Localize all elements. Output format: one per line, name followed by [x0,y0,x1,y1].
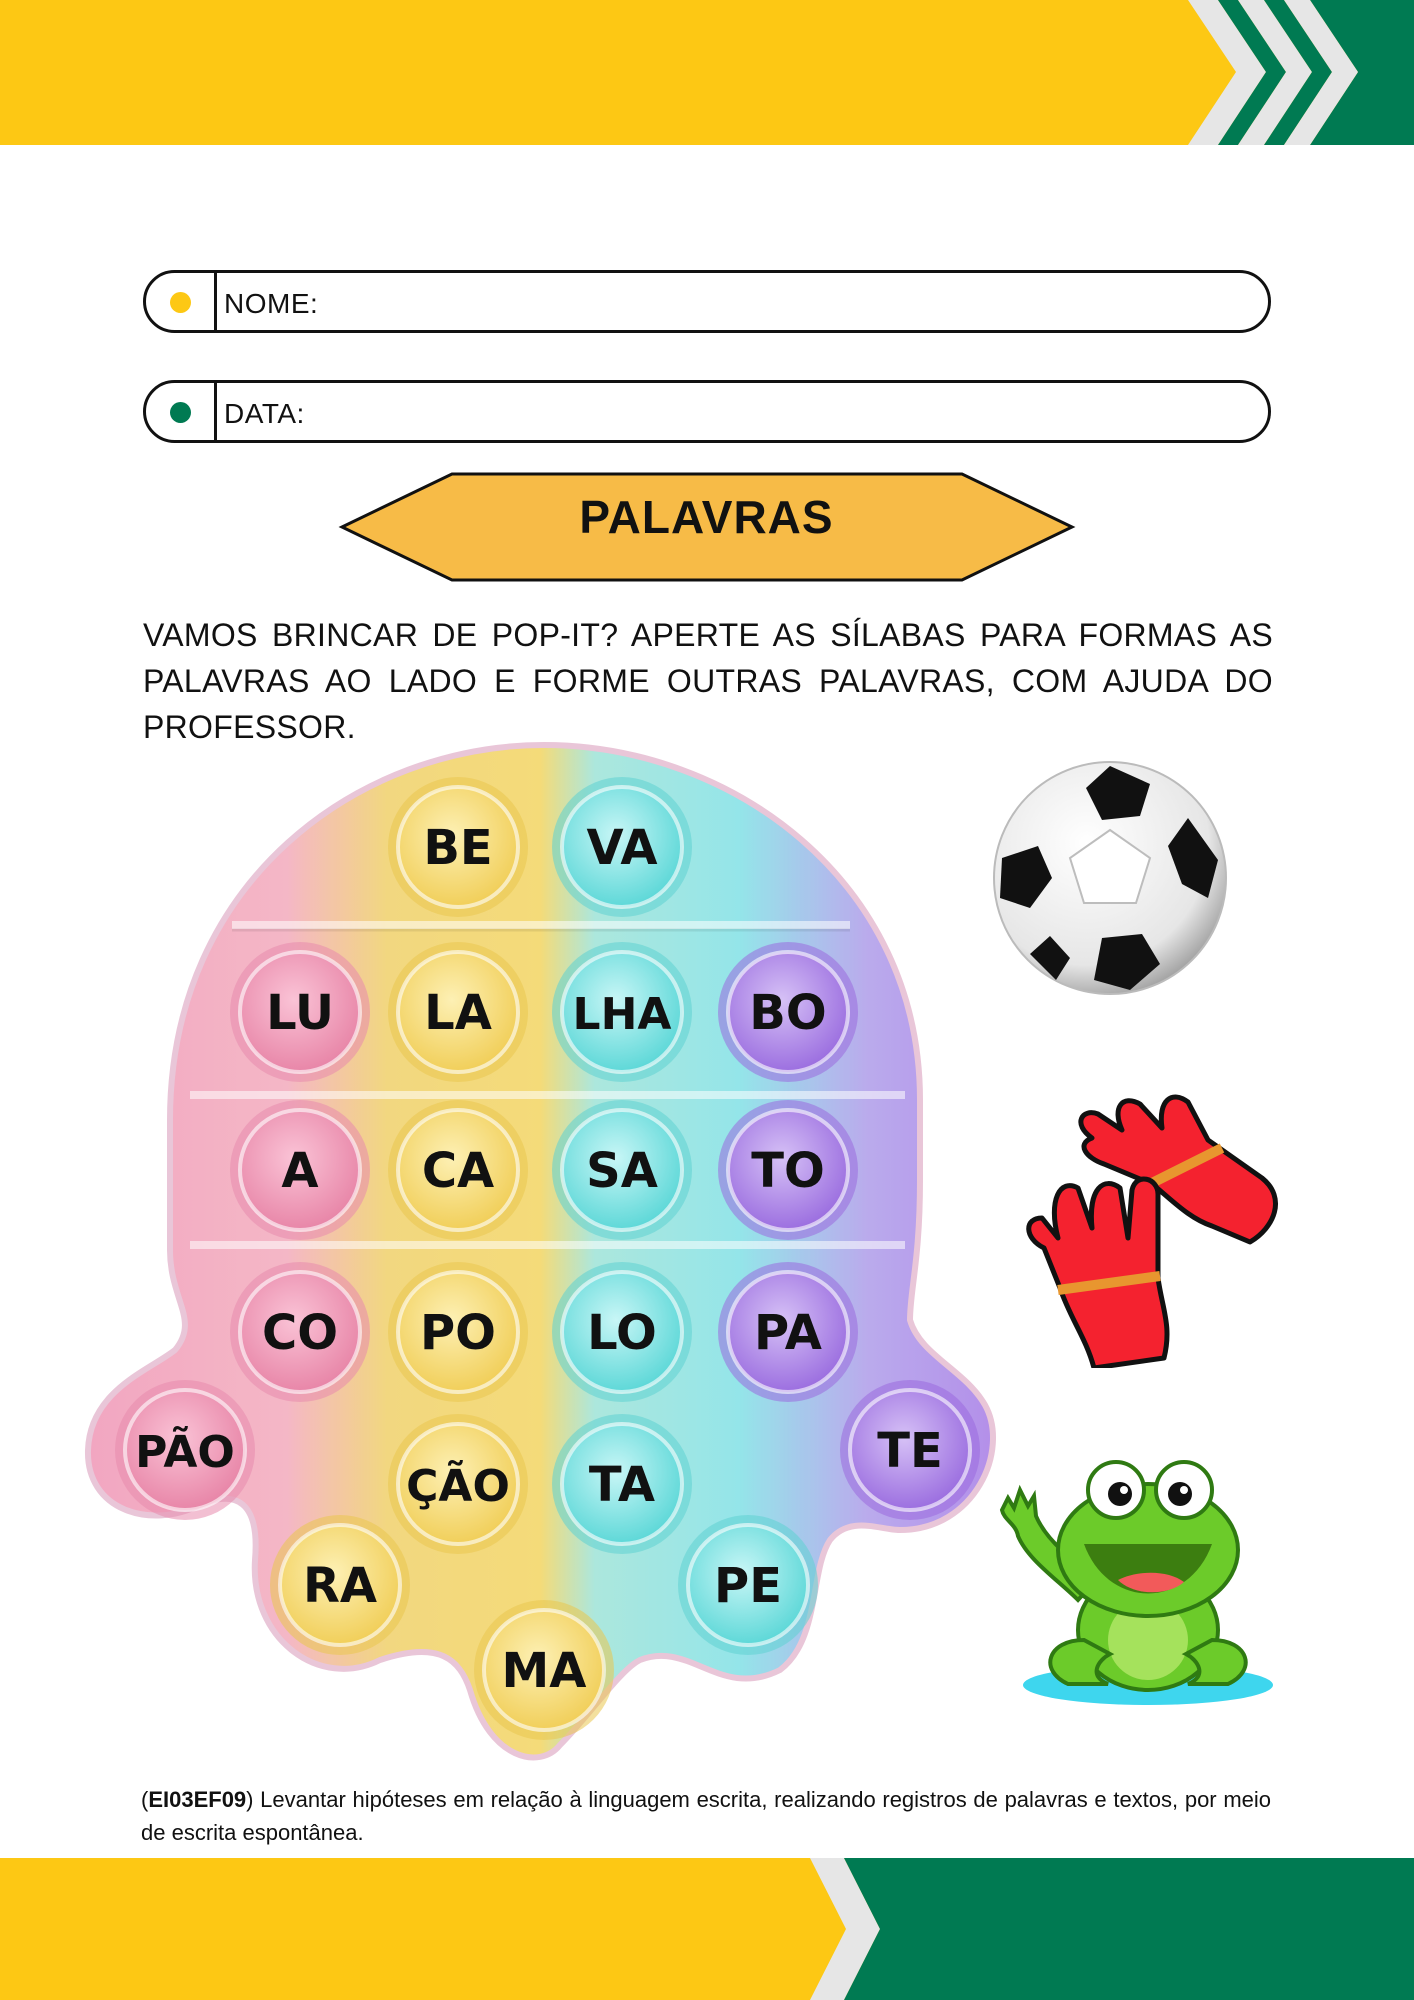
popit-bubble[interactable] [230,1262,370,1402]
bubble-syllable: BE [423,820,493,876]
bubble-syllable: TA [588,1457,656,1513]
bubble-syllable: BO [749,985,827,1041]
popit-bubble[interactable] [552,1414,692,1554]
popit-bubble[interactable] [230,1100,370,1240]
page-title: PALAVRAS [579,491,834,543]
footnote: (EI03EF09) Levantar hipóteses em relação à linguagem escrita, realizando registros de palavras e textos, por meio de escrita espontânea. [141,1787,1271,1845]
bubble-syllable: PA [754,1305,822,1361]
popit-bubble[interactable] [718,1262,858,1402]
bubble-syllable: ÇÃO [406,1461,510,1512]
bubble-syllable: LO [587,1305,657,1361]
bubble-syllable: LHA [572,989,672,1040]
popit-bubble[interactable] [115,1380,255,1520]
footnote-text: ) Levantar hipóteses em relação à linguagem escrita, realizando registros de palavras e textos, por meio de escrita espontânea. [141,1787,1271,1845]
footnote-code: EI03EF09 [148,1787,247,1812]
bubble-syllable: TO [751,1143,825,1199]
popit-bubble[interactable] [552,942,692,1082]
bubble-syllable: PE [714,1558,782,1614]
popit-bubble[interactable] [718,942,858,1082]
popit-bubble[interactable] [388,1100,528,1240]
popit-bubble[interactable] [388,1414,528,1554]
bubble-syllable: SA [586,1143,658,1199]
bubble-syllable: PÃO [135,1427,235,1478]
gloves-image [1012,1068,1280,1368]
date-label: DATA: [224,398,305,429]
name-label: NOME: [224,288,319,319]
bubble-syllable: A [281,1143,319,1199]
bubble-syllable: LA [424,985,492,1041]
popit-bubble[interactable] [552,777,692,917]
bubble-syllable: LU [266,985,334,1041]
instructions-text: VAMOS BRINCAR DE POP-IT? APERTE AS SÍLABAS PARA FORMAS AS PALAVRAS AO LADO E FORME OUTRAS PALAVRAS, COM AJUDA DO PROFESSOR. [143,617,1273,745]
popit-bubble[interactable] [552,1262,692,1402]
bubble-syllable: VA [586,820,658,876]
popit-bubble[interactable] [840,1380,980,1520]
popit-bubble[interactable] [230,942,370,1082]
bubble-syllable: TE [877,1423,943,1479]
bubble-syllable: CO [261,1305,339,1361]
bubble-syllable: RA [302,1558,378,1614]
popit-bubble[interactable] [388,777,528,917]
popit-bubble[interactable] [552,1100,692,1240]
popit-bubble[interactable] [270,1515,410,1655]
bubble-syllable: PO [420,1305,496,1361]
bubble-syllable: CA [421,1143,495,1199]
popit-bubble[interactable] [718,1100,858,1240]
popit-bubble[interactable] [388,1262,528,1402]
bubble-syllable: MA [501,1643,587,1699]
popit-bubble[interactable] [474,1600,614,1740]
soccer-ball-image [990,758,1230,998]
popit-bubble[interactable] [388,942,528,1082]
frog-image [998,1440,1288,1710]
popit-bubble[interactable] [678,1515,818,1655]
